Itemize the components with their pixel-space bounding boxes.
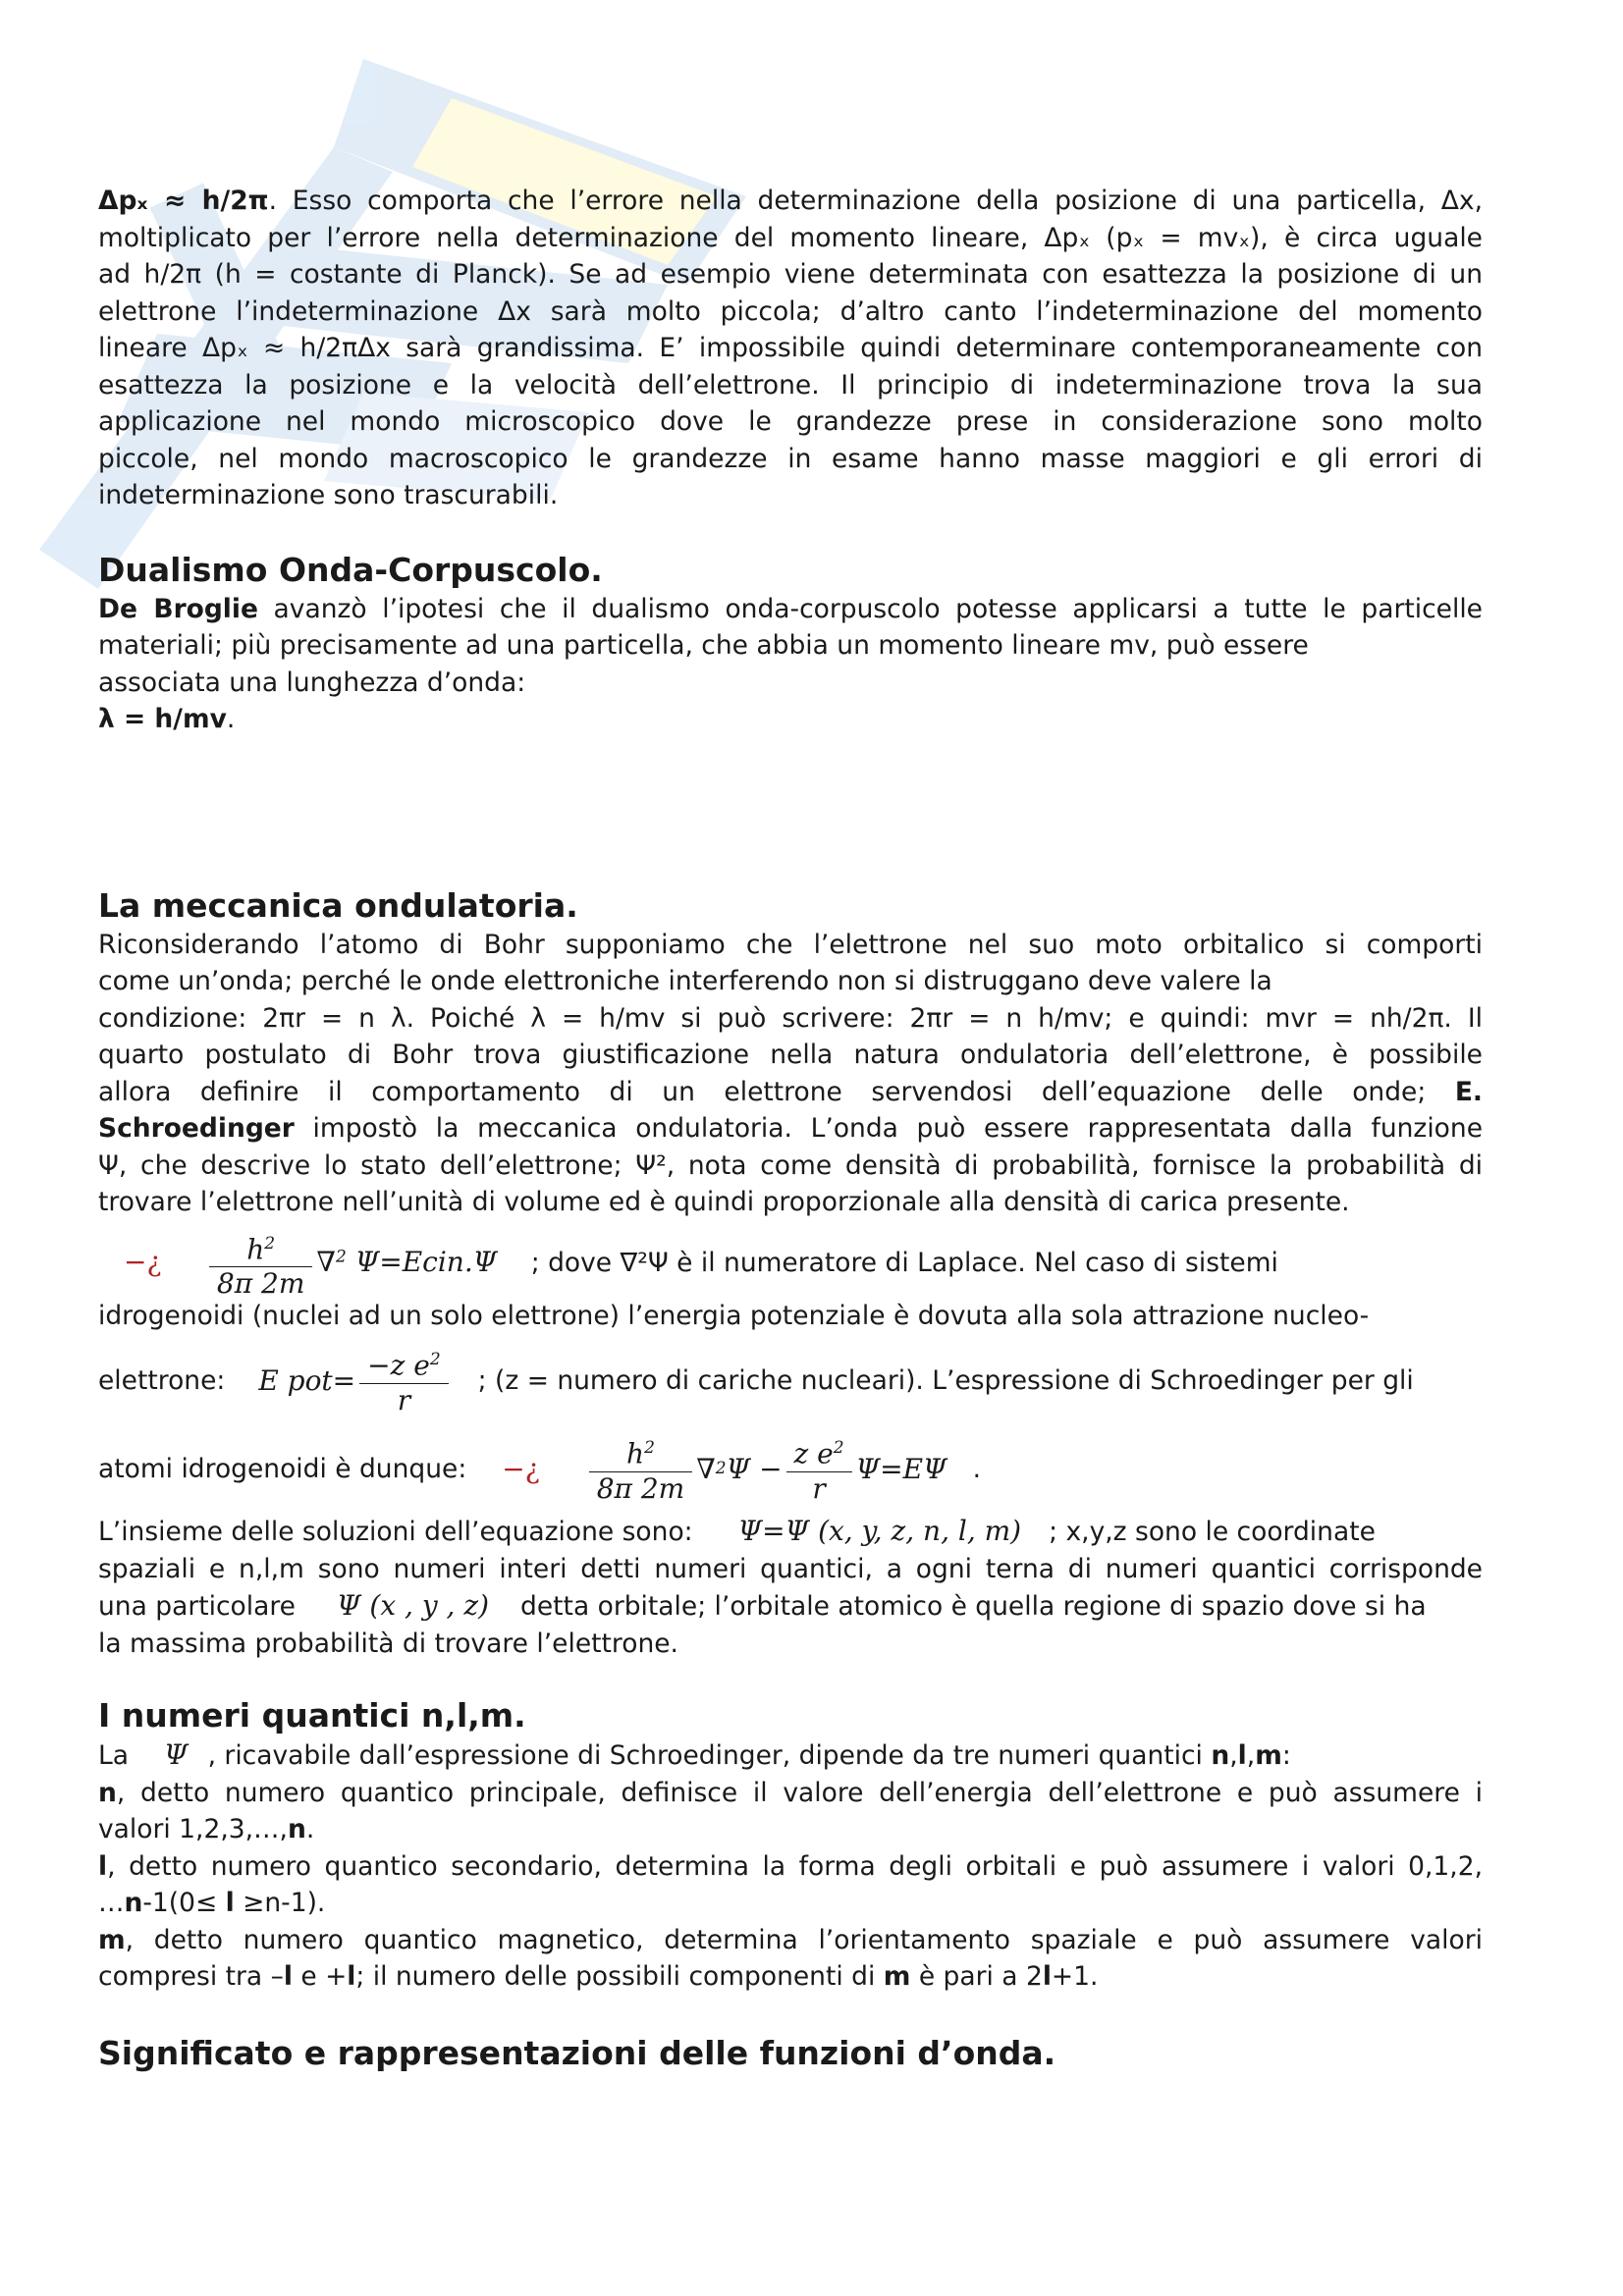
text-line: La Ψ , ricavabile dall’espressione di Schroedinger, dipende da tre numeri quantici n,l,m: bbox=[98, 1738, 1291, 1771]
text-line: una particolare Ψ (x , y , z) detta orbitale; l’orbitale atomico è quella regione di spazio dove si ha bbox=[98, 1589, 1427, 1622]
text-line: L’insieme delle soluzioni dell’equazione sono: Ψ=Ψ (x, y, z, n, l, m) ; x,y,z sono le coordinate bbox=[98, 1515, 1376, 1547]
section-heading-meccanica: La meccanica ondulatoria. bbox=[98, 885, 578, 925]
text-line: n, detto numero quantico principale, definisce il valore dell’energia dell’elettrone e può assumere i bbox=[98, 1777, 1483, 1808]
dualismo-paragraph bbox=[98, 591, 1483, 738]
text-line: indeterminazione sono trascurabili. bbox=[98, 480, 559, 510]
section-heading-funzioni-onda: Significato e rappresentazioni delle funzioni d’onda. bbox=[98, 2033, 1056, 2072]
text-line: elettrone l’indeterminazione Δx sarà molto piccola; d’altro canto l’indeterminazione del momento bbox=[98, 295, 1483, 327]
text-line: come un’onda; perché le onde elettroniche interferendo non si distruggano deve valere la bbox=[98, 966, 1272, 996]
text-line: condizione: 2πr = n λ. Poiché λ = h/mv si può scrivere: 2πr = n h/mv; e quindi: mvr = nh/2π. Il bbox=[98, 1002, 1483, 1034]
potential-energy-equation: elettrone: E pot= $\frac{-z e^2}{r}$ ; (z = numero di cariche nucleari). L’espressione di Schroedinger per gli bbox=[98, 1340, 1483, 1420]
text-line: Schroedinger impostò la meccanica ondulatoria. L’onda può essere rappresentata dalla funzione bbox=[98, 1113, 1483, 1144]
text-line: valori 1,2,3,…,n. bbox=[98, 1814, 315, 1844]
section-heading-numeri-quantici: I numeri quantici n,l,m. bbox=[98, 1696, 526, 1735]
fraction: $\frac{h^2}{8\pi 2m}$ bbox=[209, 1227, 312, 1301]
text-line: compresi tra –l e +l; il numero delle possibili componenti di m è pari a 2l+1. bbox=[98, 1961, 1099, 1992]
text-line: la massima probabilità di trovare l’elettrone. bbox=[98, 1628, 678, 1659]
fraction: $\frac{h^2}{8\pi 2m}$ bbox=[589, 1431, 692, 1505]
meccanica-paragraph bbox=[98, 927, 1483, 1221]
text-line: Ψ, che descrive lo stato dell’elettrone; Ψ², nota come densità di probabilità, fornisce la probabilità di bbox=[98, 1149, 1483, 1181]
text-line: esattezza la posizione e la velocità dell’elettrone. Il principio di indeterminazione trova la sua bbox=[98, 369, 1483, 400]
uncertainty-formula: Δpₓ ≈ h/2π bbox=[98, 186, 269, 216]
text-line: quarto postulato di Bohr trova giustificazione nella natura ondulatoria dell’elettrone, è possibile bbox=[98, 1040, 1483, 1070]
schroedinger-equation-general: −¿ $\frac{h^2}{8\pi 2m}$ ∇$^2$ Ψ=Ecin.Ψ ; dove ∇²Ψ è il numeratore di Laplace. Nel caso di sistemi bbox=[98, 1227, 1483, 1298]
text-line: associata una lunghezza d’onda: bbox=[98, 667, 526, 698]
document-page bbox=[98, 183, 1483, 2074]
text-line: spaziali e n,l,m sono numeri interi detti numeri quantici, a ogni terna di numeri quantici corrisponde bbox=[98, 1553, 1483, 1584]
numeri-quantici-paragraph bbox=[98, 1736, 1483, 1996]
text-line: …n-1(0≤ l ≥n-1). bbox=[98, 1888, 326, 1918]
text-line: trovare l’elettrone nell’unità di volume ed è quindi proporzionale alla densità di carica presente. bbox=[98, 1187, 1350, 1217]
text-line: idrogenoidi (nuclei ad un solo elettrone) l’energia potenziale è dovuta alla sola attrazione nucleo- bbox=[98, 1300, 1370, 1331]
orbital-formula: Ψ (x , y , z) bbox=[336, 1589, 490, 1622]
text-line: m, detto numero quantico magnetico, determina l’orientamento spaziale e può assumere valori bbox=[98, 1924, 1483, 1955]
de-broglie-formula: λ = h/mv. bbox=[98, 704, 236, 734]
section-heading-dualismo: Dualismo Onda-Corpuscolo. bbox=[98, 550, 603, 589]
fraction: $\frac{z e^2}{r}$ bbox=[786, 1431, 852, 1505]
text-line: lineare Δpₓ ≈ h/2πΔx sarà grandissima. E’ impossibile quindi determinare contemporaneamente con bbox=[98, 333, 1483, 363]
text-line: Riconsiderando l’atomo di Bohr supponiamo che l’elettrone nel suo moto orbitalico si comporti bbox=[98, 929, 1483, 960]
text-line: piccole, nel mondo macroscopico le grandezze in esame hanno masse maggiori e gli errori di bbox=[98, 443, 1483, 474]
text-line: ad h/2π (h = costante di Planck). Se ad esempio viene determinata con esattezza la posizione di un bbox=[98, 259, 1483, 290]
text-line: De Broglie avanzò l’ipotesi che il dualismo onda-corpuscolo potesse applicarsi a tutte le particelle bbox=[98, 593, 1483, 624]
text-line: moltiplicato per l’errore nella determinazione del momento lineare, Δpₓ (pₓ = mvₓ), è circa uguale bbox=[98, 222, 1483, 253]
schroedinger-equation-hydrogenoid: atomi idrogenoidi è dunque: − ¿ $\frac{h^2}{8\pi 2m}$ ∇ 2 Ψ − $\frac{z e^2}{r}$ Ψ=EΨ . bbox=[98, 1424, 1483, 1513]
text-line: allora definire il comportamento di un elettrone servendosi dell’equazione delle onde; E. bbox=[98, 1076, 1483, 1107]
text-line: l, detto numero quantico secondario, determina la forma degli orbitali e può assumere i valori 0,1,2, bbox=[98, 1850, 1483, 1882]
text-line: materiali; più precisamente ad una particella, che abbia un momento lineare mv, può essere bbox=[98, 630, 1309, 661]
fraction: $\frac{-z e^2}{r}$ bbox=[359, 1343, 449, 1416]
wave-function-formula: Ψ=Ψ (x, y, z, n, l, m) bbox=[737, 1515, 1022, 1547]
uncertainty-paragraph bbox=[98, 183, 1483, 514]
text-line: Δpₓ ≈ h/2π. Esso comporta che l’errore nella determinazione della posizione di una particella, Δx, bbox=[98, 186, 1484, 216]
text-line: applicazione nel mondo microscopico dove le grandezze prese in considerazione sono molto bbox=[98, 406, 1483, 437]
